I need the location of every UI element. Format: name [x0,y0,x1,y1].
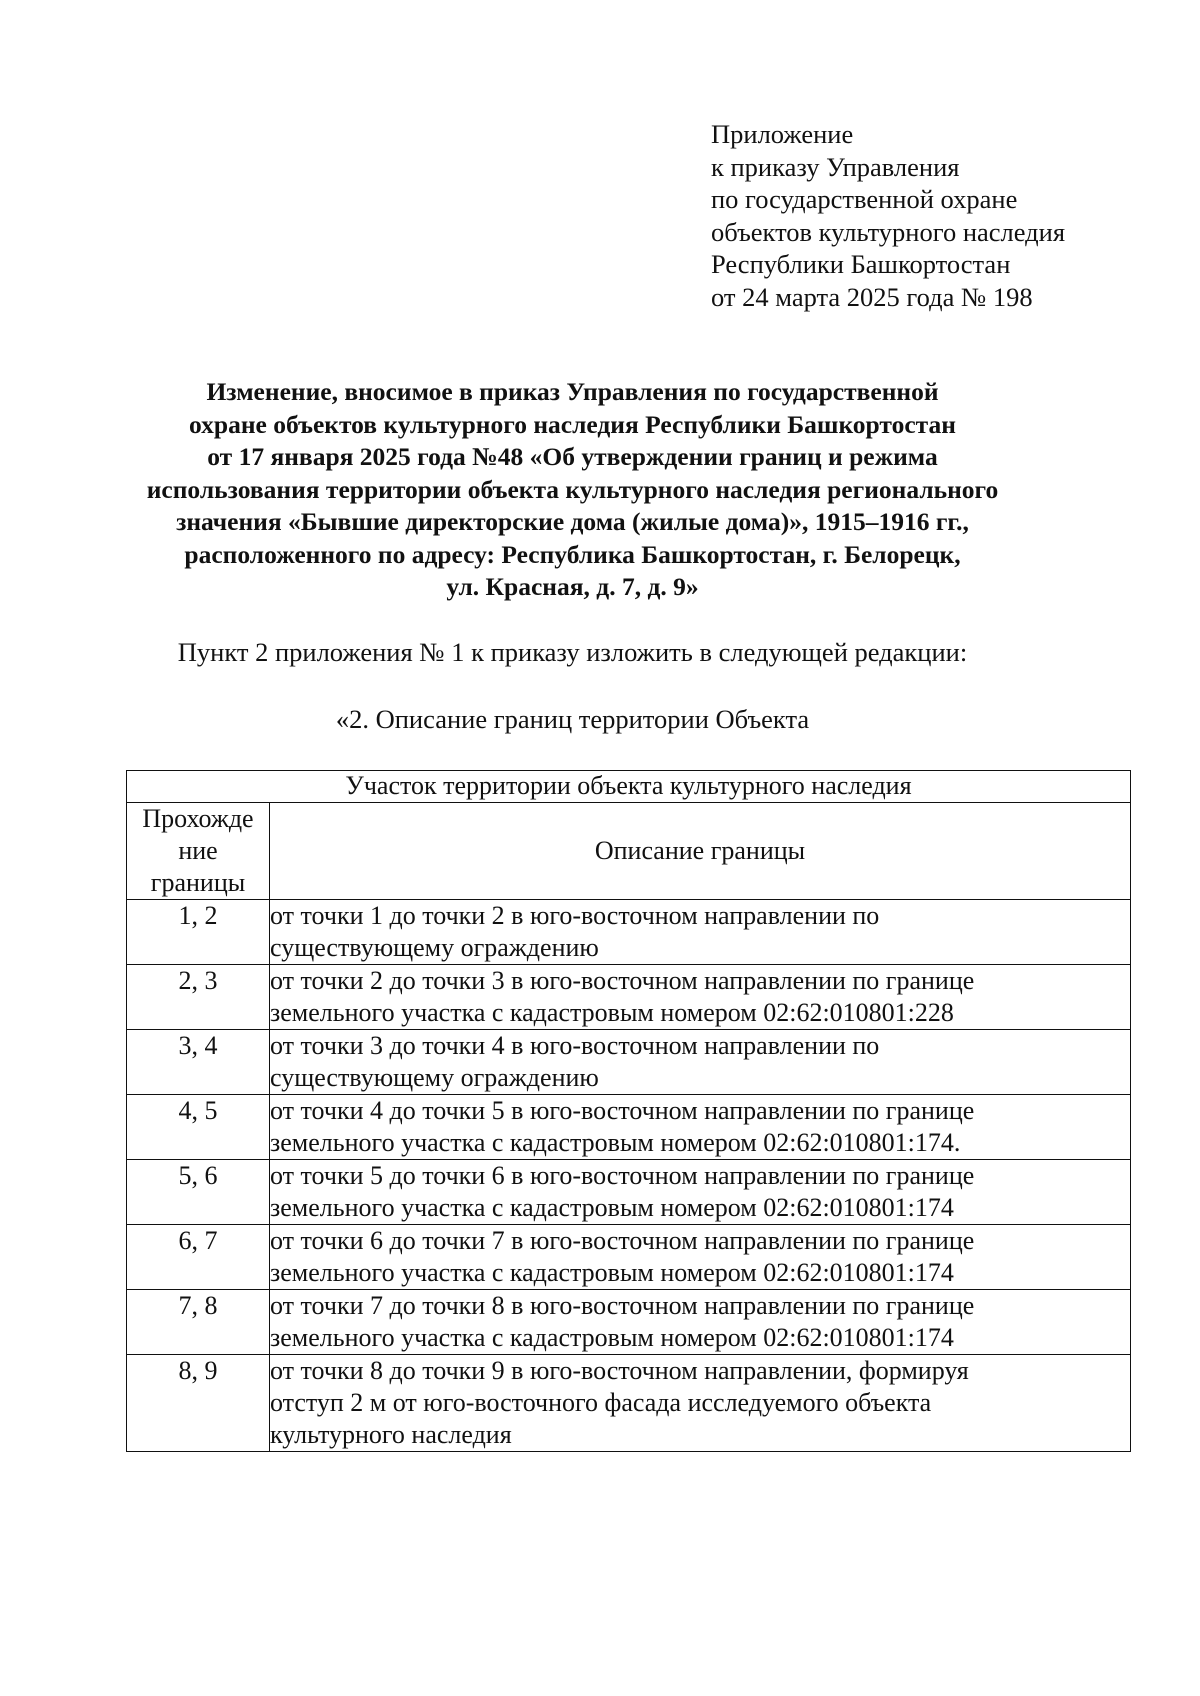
title-line: ул. Красная, д. 7, д. 9» [446,572,699,601]
segment-cell: 8, 9 [127,1355,270,1452]
header-segment-line: границы [150,868,246,897]
description-line: от точки 7 до точки 8 в юго-восточном направлении по границе [270,1291,975,1320]
description-line: от точки 1 до точки 2 в юго-восточном направлении по [270,901,880,930]
description-line: существующему ограждению [270,1063,599,1092]
description-line: отступ 2 м от юго-восточного фасада исследуемого объекта [270,1388,932,1417]
table-row [127,1160,1131,1225]
description-line: от точки 5 до точки 6 в юго-восточном направлении по границе [270,1161,975,1190]
description-line: земельного участка с кадастровым номером 02:62:010801:174 [270,1323,954,1352]
description-cell [270,1355,1131,1452]
segment-cell: 6, 7 [127,1225,270,1290]
title-line: значения «Бывшие директорские дома (жилые дома)», 1915–1916 гг., [176,507,969,536]
table-row [127,1290,1131,1355]
description-cell [270,1030,1131,1095]
annex-line: объектов культурного наследия [711,216,1066,247]
section-heading: «2. Описание границ территории Объекта [335,704,810,734]
title-line: Изменение, вносимое в приказ Управления по государственной [206,377,939,406]
description-cell [270,1160,1131,1225]
table-row [127,1030,1131,1095]
title-line: использования территории объекта культурного наследия регионального [146,474,999,504]
annex-line: от 24 марта 2025 года № 198 [711,281,1033,312]
description-line: от точки 6 до точки 7 в юго-восточном направлении по границе [270,1226,975,1255]
segment-cell: 4, 5 [127,1095,270,1160]
description-line: от точки 3 до точки 4 в юго-восточном направлении по [270,1031,880,1060]
header-description: Описание границы [270,803,1131,900]
description-cell [270,1225,1131,1290]
boundary-table [126,770,1131,1452]
annex-block [711,118,1065,314]
description-line: существующему ограждению [270,933,599,962]
table-row [127,900,1131,965]
description-cell [270,1290,1131,1355]
title-line: охране объектов культурного наследия Республики Башкортостан [189,409,956,439]
table-caption: Участок территории объекта культурного наследия [127,771,1131,803]
description-cell [270,900,1131,965]
header-segment [127,803,270,900]
segment-cell: 7, 8 [127,1290,270,1355]
segment-cell: 3, 4 [127,1030,270,1095]
annex-line: Приложение [711,119,854,149]
table-row [127,1225,1131,1290]
intro-paragraph: Пункт 2 приложения № 1 к приказу изложить в следующей редакции: [177,637,968,667]
table-row [127,1355,1131,1452]
description-cell [270,1095,1131,1160]
description-line: земельного участка с кадастровым номером 02:62:010801:228 [270,998,954,1027]
segment-cell: 5, 6 [127,1160,270,1225]
table-row [127,1095,1131,1160]
description-line: культурного наследия [270,1420,512,1449]
description-line: земельного участка с кадастровым номером 02:62:010801:174 [270,1258,954,1287]
description-line: от точки 2 до точки 3 в юго-восточном направлении по границе [270,966,975,995]
title-line: расположенного по адресу: Республика Башкортостан, г. Белорецк, [184,539,961,569]
header-segment-line: Прохожде [142,804,254,833]
annex-line: по государственной охране [711,184,1018,215]
title-line: от 17 января 2025 года №48 «Об утверждении границ и режима [207,442,938,471]
description-cell [270,965,1131,1030]
description-line: земельного участка с кадастровым номером 02:62:010801:174 [270,1193,954,1222]
document-title [120,376,1025,604]
description-line: от точки 8 до точки 9 в юго-восточном направлении, формируя [270,1356,969,1385]
segment-cell: 1, 2 [127,900,270,965]
header-segment-line: ние [178,836,218,865]
segment-cell: 2, 3 [127,965,270,1030]
table-row [127,965,1131,1030]
description-line: земельного участка с кадастровым номером 02:62:010801:174. [270,1128,961,1157]
annex-line: Республики Башкортостан [711,249,1011,280]
description-line: от точки 4 до точки 5 в юго-восточном направлении по границе [270,1096,975,1125]
annex-line: к приказу Управления [711,151,960,182]
